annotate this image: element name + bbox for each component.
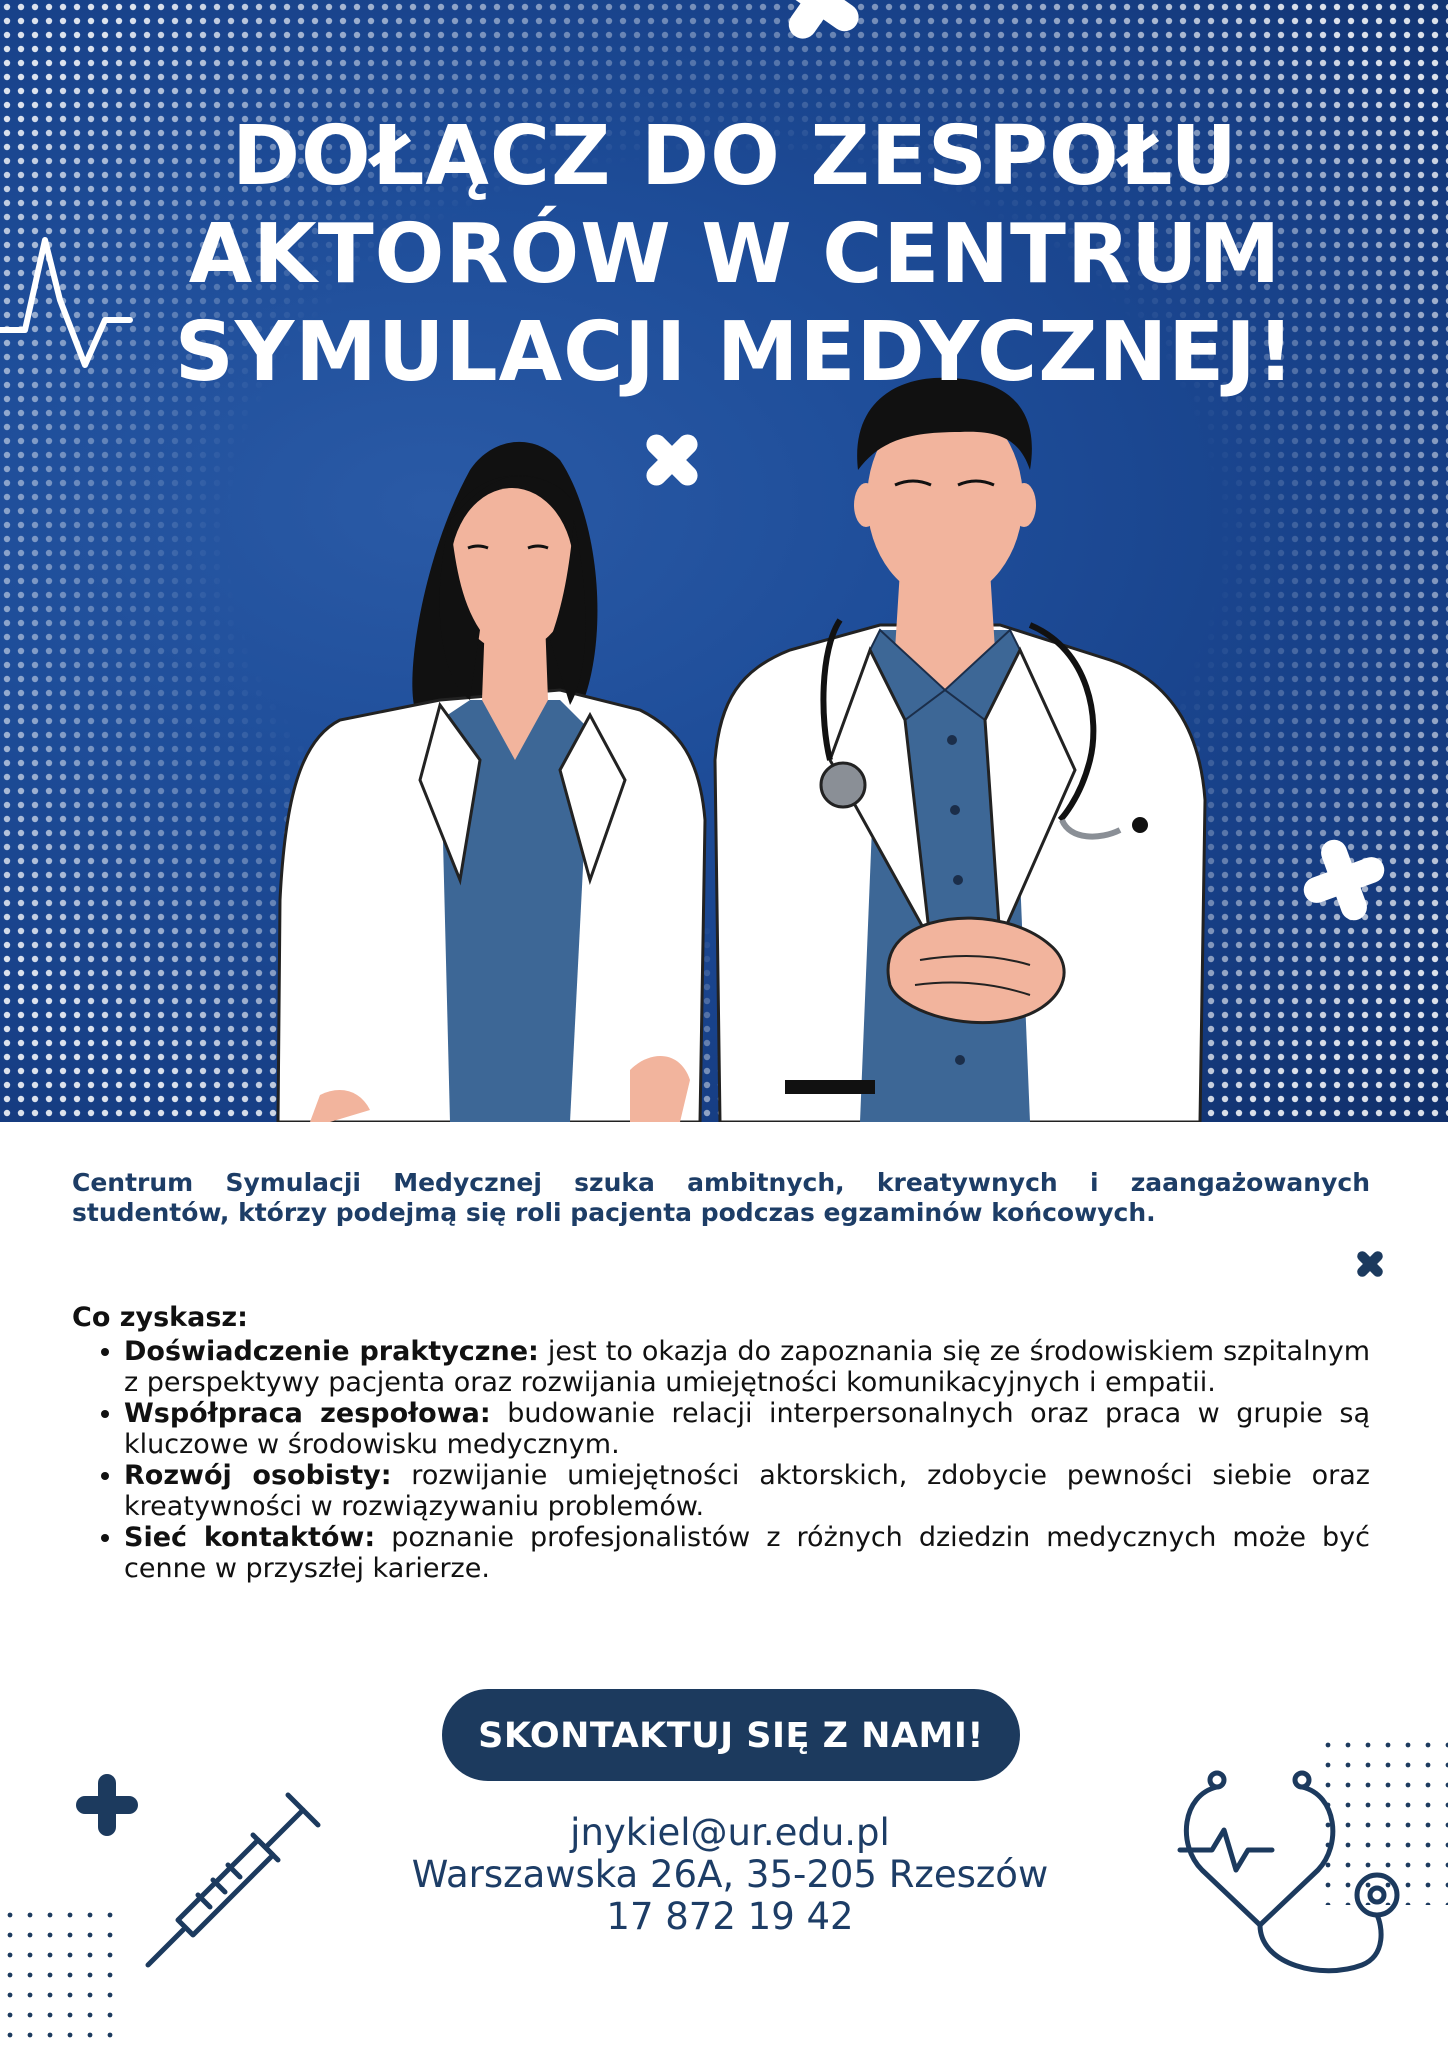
benefits-heading: Co zyskasz: [72,1302,248,1333]
list-item [124,1460,1370,1522]
title-line: SYMULACJI MEDYCZNEJ! [174,305,1296,400]
stethoscope-heart-icon [1172,1765,1412,1985]
list-item [124,1522,1370,1584]
address: Warszawska 26A, 35-205 Rzeszów [411,1853,1049,1896]
list-item [124,1336,1370,1398]
benefit-text: poznanie profesjonalistów z różnych dziedzin medycznych może być cenne w przyszłej karierze. [124,1522,1370,1584]
page-title [110,108,1360,402]
contact-info [300,1812,1160,1938]
syringe-icon [138,1775,338,1975]
benefits-list [72,1336,1370,1584]
benefits-section [72,1302,1370,1584]
contact-us-button[interactable]: SKONTAKTUJ SIĘ Z NAMI! [442,1689,1020,1781]
email-link[interactable]: jnykiel@ur.edu.pl [570,1811,890,1854]
cross-icon [1350,1244,1390,1284]
benefit-label: Sieć kontaktów: [124,1522,376,1553]
title-line: AKTORÓW W CENTRUM [188,207,1282,302]
title-line: DOŁĄCZ DO ZESPOŁU [231,109,1239,204]
plus-sign-icon [72,1770,142,1840]
benefit-label: Rozwój osobisty: [124,1460,392,1491]
intro-paragraph: Centrum Symulacji Medycznej szuka ambitnych, kreatywnych i zaangażowanych studentów, którzy podejmą się roli pacjenta podczas egzaminów końcowych. [72,1168,1370,1227]
benefit-label: Współpraca zespołowa: [124,1398,491,1429]
benefit-text: budowanie relacji interpersonalnych oraz praca w grupie są kluczowe w środowisku medycznym. [124,1398,1370,1460]
benefit-label: Doświadczenie praktyczne: [124,1336,539,1367]
dot-pattern [0,1905,120,2048]
benefit-text: jest to okazja do zapoznania się ze środowiskiem szpitalnym z perspektywy pacjenta oraz rozwijania umiejętności komunikacyjnych i empatii. [124,1336,1371,1398]
list-item [124,1398,1370,1460]
phone-number: 17 872 19 42 [606,1895,854,1938]
benefit-text: rozwijanie umiejętności aktorskich, zdobycie pewności siebie oraz kreatywności w rozwiązywaniu problemów. [124,1460,1370,1522]
